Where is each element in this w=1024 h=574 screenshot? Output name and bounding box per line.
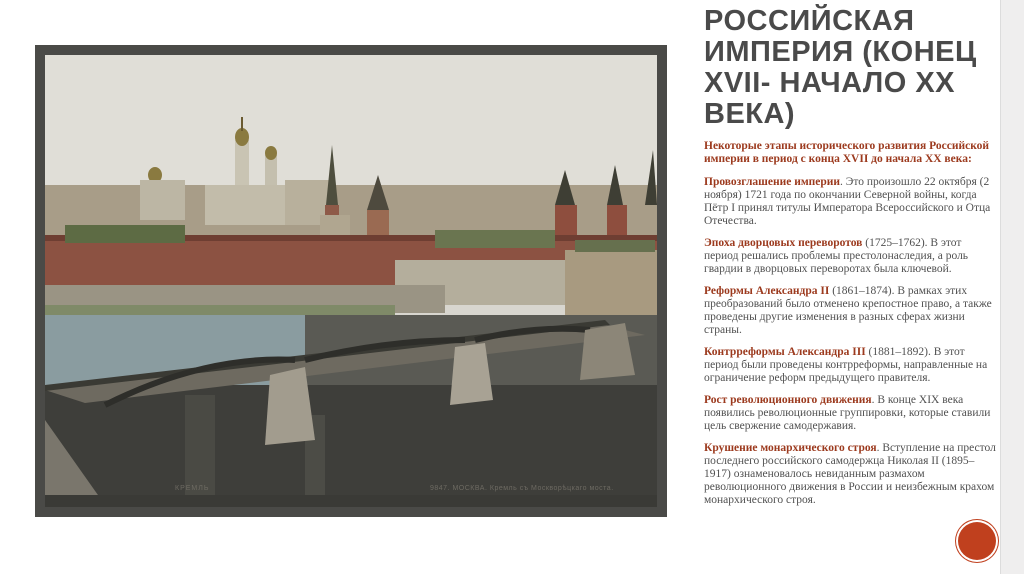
section-term: Провозглашение империи: [704, 176, 841, 188]
photo-caption-right: 9847. МОСКВА. Кремль съ Москворѣцкаго моста.: [430, 485, 614, 492]
section-reforms-alexander-ii: [704, 285, 996, 337]
section-term: Крушение монархического строя: [704, 442, 877, 454]
photo-caption: [45, 483, 657, 497]
section-revolutionary-movement: [704, 394, 996, 433]
section-text: (1861–1874). В рамках этих преобразований было отменено крепостное право, а также проведены другие изменения в разных сферах жизни страны.: [704, 285, 992, 336]
section-counterreforms-alexander-iii: [704, 346, 996, 385]
section-text: . В конце XIX века появились революционные группировки, которые ставили цель свержение самодержавия.: [704, 394, 991, 432]
right-edge-border: [1000, 0, 1001, 574]
slide-content: [704, 140, 996, 516]
section-term: Контрреформы Александра III: [704, 346, 866, 358]
kremlin-photo: [45, 55, 657, 507]
right-edge-strip: [1000, 0, 1024, 574]
section-term: Рост революционного движения: [704, 394, 872, 406]
decorative-circle-badge: [958, 522, 996, 560]
section-text: (1881–1892). В этот период были проведены контрреформы, направленные на ограничение реформ предыдущего правителя.: [704, 346, 988, 384]
section-proclamation: [704, 176, 996, 228]
section-text: (1725–1762). В этот период решались проблемы престолонаследия, а роль гвардии в дворцовых переворотах была ключевой.: [704, 237, 969, 275]
intro-text: Некоторые этапы исторического развития Российской империи в период с конца XVII до начала XX века:: [704, 140, 990, 165]
section-text: . Вступление на престол последнего российского самодержца Николая II (1895–1917) ознаменовалось невиданным размахом революционного движения в России и неизбежным крахом монархического строя.: [704, 442, 996, 506]
section-palace-coups: [704, 237, 996, 276]
section-monarchy-collapse: [704, 442, 996, 507]
section-term: Эпоха дворцовых переворотов: [704, 237, 863, 249]
photo-frame: [35, 45, 667, 517]
photo-caption-left: КРЕМЛЬ: [175, 485, 210, 492]
section-term: Реформы Александра II: [704, 285, 830, 297]
slide-title: РОССИЙСКАЯ ИМПЕРИЯ (КОНЕЦ XVII- НАЧАЛО XX ВЕКА): [704, 5, 977, 130]
section-text: . Это произошло 22 октября (2 ноября) 1721 года по окончании Северной войны, когда Пётр I принял титулы Императора Всероссийского и Отца Отечества.: [704, 176, 991, 227]
